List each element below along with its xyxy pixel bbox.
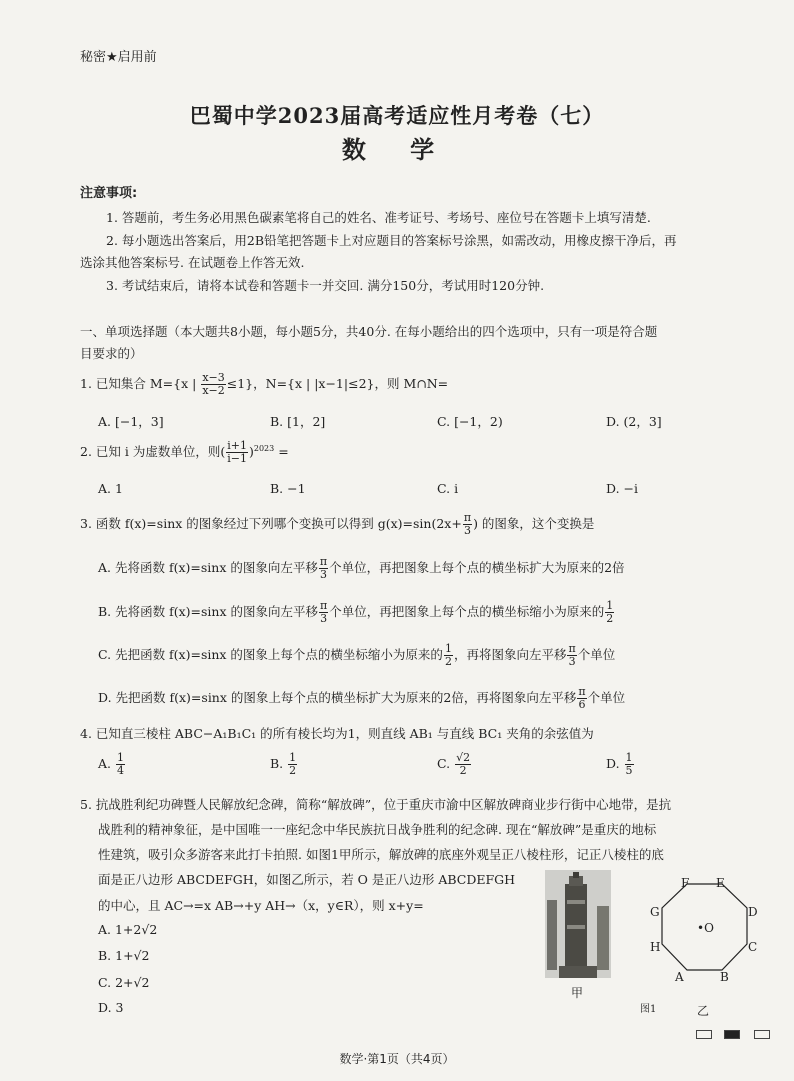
vertex-d: D [748,905,758,919]
q3-option-c: C. 先把函数 f(x)=sinx 的图象上每个点的横坐标缩小为原来的 $\frac{1}{2}$ ，再将图象向左平移 $\frac{\pi}{3}$ 个单位 [98,642,616,668]
subject-title: 数 学 [341,135,453,164]
q2-option-d: D. −i [606,481,638,496]
vertex-e: E [716,876,725,890]
vertex-h: H [650,940,661,954]
q3-option-d: D. 先把函数 f(x)=sinx 的图象上每个点的横坐标扩大为原来的2倍，再将图象向左平移 $\frac{\pi}{6}$ 个单位 [98,685,626,711]
page-footer: 数学·第1页（共4页） [339,1052,455,1066]
q5-line-4: 面是正八边形 ABCDEFGH，如图乙所示，若 O 是正八边形 ABCDEFGH [98,872,516,887]
q2-fraction: $\frac{i+1}{i-1}$ [227,439,247,465]
vertex-b: B [720,970,729,984]
notice-item-2-cont: 选涂其他答案标号. 在试题卷上作答无效. [80,255,305,270]
notice-item-1: 1. 答题前，考生务必用黑色碳素笔将自己的姓名、准考证号、考场号、座位号在答题卡上填写清楚. [106,210,651,225]
q1-option-d: D. (2，3] [606,414,662,429]
section-heading: 一、单项选择题（本大题共8小题，每小题5分，共40分. 在每小题给出的四个选项中，只有一项是符合题 [80,324,658,339]
figure-label-yi: 乙 [697,1004,710,1018]
marker-box-2 [724,1030,740,1039]
vertex-a: A [675,970,684,984]
q5-option-b: B. 1+√2 [98,948,150,963]
q1-option-b: B. [1，2] [270,414,326,429]
question-1-stem: 1. 已知集合 M={x | $\frac{x-3}{x-2}$ ≤1}，N={x | |x−1|≤2}，则 M∩N= [80,371,449,397]
q5-option-d: D. 3 [98,1000,124,1015]
q2-option-a: A. 1 [98,481,123,496]
q3-option-b: B. 先将函数 f(x)=sinx 的图象向左平移 $\frac{\pi}{3}$ 个单位，再把图象上每个点的横坐标缩小为原来的 $\frac{1}{2}$ [98,599,614,625]
q2-option-c: C. i [437,481,459,496]
q1-fraction: $\frac{x-3}{x-2}$ [202,371,225,397]
question-4-stem: 4. 已知直三棱柱 ABC−A₁B₁C₁ 的所有棱长均为1，则直线 AB₁ 与直线 BC₁ 夹角的余弦值为 [80,726,594,741]
question-2-stem: 2. 已知 i 为虚数单位，则( $\frac{i+1}{i-1}$ )$^{2023}$ = [80,439,289,465]
q3-option-a: A. 先将函数 f(x)=sinx 的图象向左平移 $\frac{\pi}{3}$ 个单位，再把图象上每个点的横坐标扩大为原来的2倍 [98,555,625,581]
notice-item-3: 3. 考试结束后，请将本试卷和答题卡一并交回. 满分150分，考试用时120分钟. [106,278,545,293]
q5-line-3: 性建筑，吸引众多游客来此打卡拍照. 如图1甲所示，解放碑的底座外观呈正八棱柱形，记正八棱柱的底 [98,847,664,862]
q5-line-2: 战胜利的精神象征，是中国唯一一座纪念中华民族抗日战争胜利的纪念碑. 现在“解放碑”是重庆的地标 [98,822,657,837]
vertex-g: G [650,905,660,919]
exam-title: 巴蜀中学2023届高考适应性月考卷（七） [189,103,605,128]
section-heading-cont: 目要求的） [80,346,143,361]
center-o: •O [697,921,714,935]
q5-option-a: A. 1+2√2 [98,922,158,937]
figure-caption: 图1 [640,1004,657,1015]
vertex-f: F [681,876,690,890]
secret-label: 秘密★启用前 [80,50,157,65]
q4-option-a: A. $\frac{1}{4}$ [98,751,124,777]
q1-option-a: A. [−1，3] [98,414,164,429]
q4-option-b: B. $\frac{1}{2}$ [270,751,297,777]
q5-line-1: 5. 抗战胜利纪功碑暨人民解放纪念碑，简称“解放碑”，位于重庆市渝中区解放碑商业步行街中心地带，是抗 [80,797,672,812]
notice-heading: 注意事项: [80,186,138,201]
q4-option-c: C. $\frac{√2}{2}$ [437,751,471,777]
notice-item-2: 2. 每小题选出答案后，用2B铅笔把答题卡上对应题目的答案标号涂黑，如需改动，用橡皮擦干净后，再 [106,233,677,248]
q1-option-c: C. [−1，2) [437,414,503,429]
question-3-stem: 3. 函数 f(x)=sinx 的图象经过下列哪个变换可以得到 g(x)=sin(2x+ $\frac{\pi}{3}$ ) 的图象，这个变换是 [80,511,595,537]
figure-label-jia: 甲 [571,986,584,1000]
marker-box-1 [696,1030,712,1039]
vertex-c: C [748,940,758,954]
marker-box-3 [754,1030,770,1039]
monument-photo [545,870,611,978]
q2-option-b: B. −1 [270,481,306,496]
q5-option-c: C. 2+√2 [98,975,150,990]
q4-option-d: D. $\frac{1}{5}$ [606,751,633,777]
q5-line-5: 的中心，且 AC→=x AB→+y AH→（x，y∈R），则 x+y= [98,898,424,913]
